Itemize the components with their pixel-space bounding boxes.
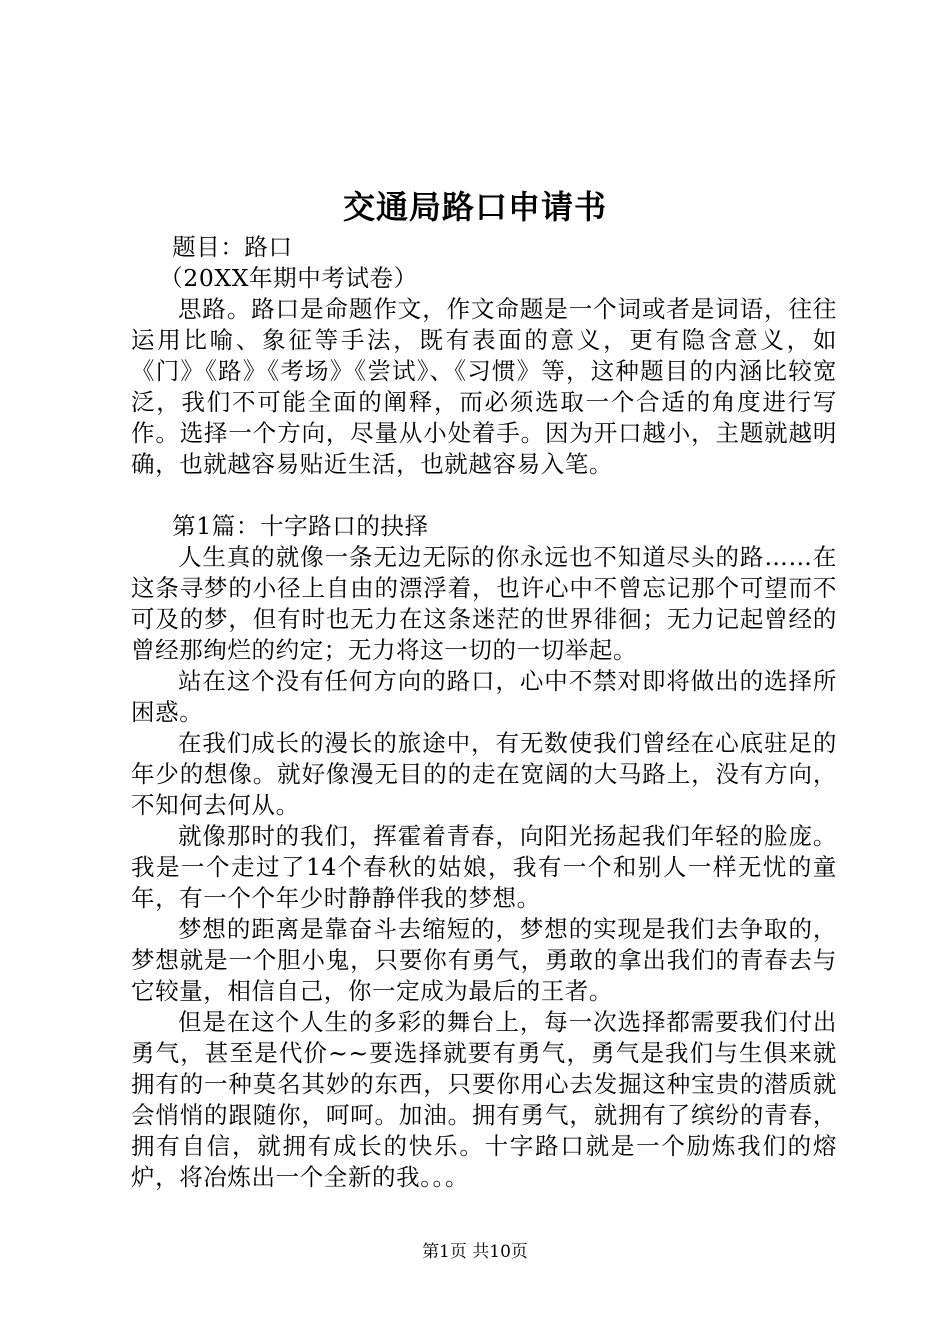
page-footer: 第1页 共10页 — [422, 1242, 528, 1262]
intro-paragraph: 思路。路口是命题作文，作文命题是一个词或者是词语，往往运用比喻、象征等手法，既有表面的意义，更有隐含意义，如《门》《路》《考场》《尝试》、《习惯》等，这种题目的内涵比较宽泛，我们不可能全面的阐释，而必须选取一个合适的角度进行写作。选择一个方向，尽量从小处着手。因为开口越小，主题就越明确，也就越容易贴近生活，也就越容易入笔。 — [131, 295, 837, 478]
body-paragraph-3: 在我们成长的漫长的旅途中，有无数使我们曾经在心底驻足的年少的想像。就好像漫无目的的走在宽阔的大马路上，没有方向，不知何去何从。 — [131, 729, 837, 819]
body-paragraph-4: 就像那时的我们，挥霍着青春，向阳光扬起我们年轻的脸庞。我是一个走过了14个春秋的姑娘，我有一个和别人一样无忧的童年，有一个个年少时静静伴我的梦想。 — [131, 822, 837, 912]
body-paragraph-6: 但是在这个人生的多彩的舞台上，每一次选择都需要我们付出勇气，甚至是代价~~要选择就要有勇气，勇气是我们与生俱来就拥有的一种莫名其妙的东西，只要你用心去发掘这种宝贵的潜质就会悄悄的跟随你，呵呵。加油。拥有勇气，就拥有了缤纷的青春，拥有自信，就拥有成长的快乐。十字路口就是一个励炼我们的熔炉，将冶炼出一个全新的我。。。 — [131, 1008, 837, 1191]
paragraph-spacer — [131, 480, 837, 511]
body-paragraph-5: 梦想的距离是靠奋斗去缩短的，梦想的实现是我们去争取的，梦想就是一个胆小鬼，只要你有勇气，勇敢的拿出我们的青春去与它较量，相信自己，你一定成为最后的王者。 — [131, 915, 837, 1005]
chapter-title: 第1篇：十字路口的抉择 — [172, 512, 429, 540]
body-paragraph-2: 站在这个没有任何方向的路口，心中不禁对即将做出的选择所困惑。 — [131, 667, 837, 726]
body-paragraph-1: 人生真的就像一条无边无际的你永远也不知道尽头的路……在这条寻梦的小径上自由的漂浮着，也许心中不曾忘记那个可望而不可及的梦，但有时也无力在这条迷茫的世界徘徊；无力记起曾经的曾经那绚烂的约定；无力将这一切的一切举起。 — [131, 543, 837, 664]
source-line: （20XX年期中考试卷） — [159, 264, 418, 292]
document-title: 交通局路口申请书 — [342, 188, 607, 226]
topic-line: 题目：路口 — [172, 233, 293, 261]
document-body — [131, 232, 837, 1193]
